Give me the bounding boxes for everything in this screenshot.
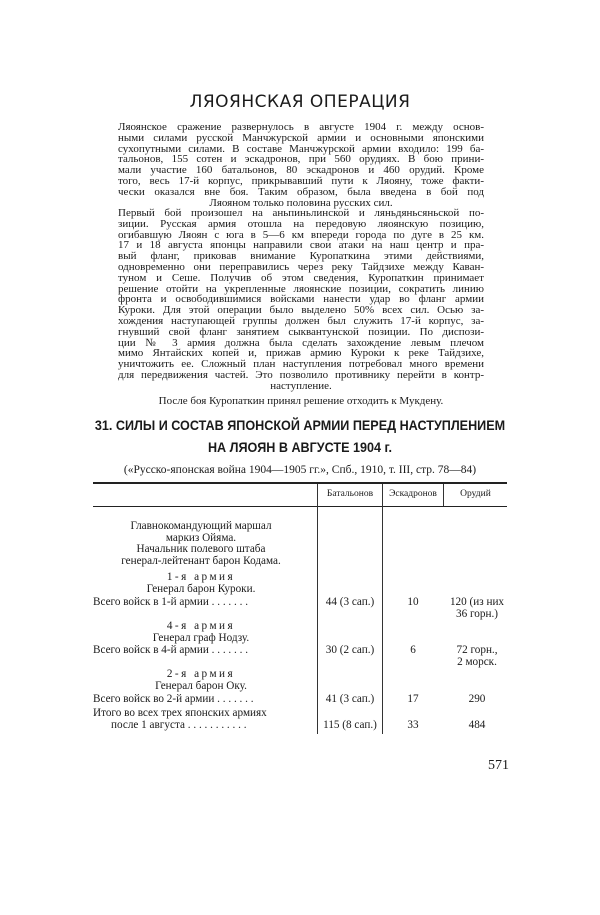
header-guns: Орудий [460,489,491,499]
paragraph-2 [118,208,484,392]
text-line: ными силами русской Манчжурской армии и основными японскими [118,131,484,144]
command-line: маркиз Ойяма. [165,531,237,544]
table-top-rule [93,482,507,484]
text-line: того, весь 17-й корпус, прикрывавший пути к Ляояну, тоже факти- [118,174,484,187]
text-line: одновременно они переправились через реку Тайдзихе между Каван- [118,260,484,273]
header-squadrons: Эскадронов [389,489,437,499]
army-squadrons: 10 [407,596,419,608]
text-line: Первый бой произошел на аньпиньлинской и ляньдяньсяньской по- [118,207,484,219]
text-line: Куроки. Для этой операции было выделено 50% всех сил. Осью за- [118,304,484,317]
total-guns: 484 [468,718,486,731]
text-line: мали участие 160 батальонов, 80 эскадронов и 460 орудий. Кроме [118,164,484,177]
text-line: решение отойти на укрепленные ляоянские позиции, сократить линию [118,282,484,295]
page-number: 571 [488,758,509,773]
text-line: туном и Сеше. Получив об этом сведения, Куропаткин принимает [118,271,484,284]
table-header-rule [93,506,507,507]
command-line: Главнокомандующий маршал [130,520,272,532]
label-text: Всего войск в 1-й армии [93,596,209,608]
army-total-label: Всего войск в 4-й армии . . . . . . . [93,644,248,656]
army-name: 4-я армия [166,620,236,632]
total-squadrons: 33 [407,718,419,731]
total-label-line: после 1 августа . . . . . . . . . . . [111,718,247,731]
text-line: зиции. Русская армия отошла на передовую ляоянскую позицию, [118,217,484,230]
guns-line: 2 морск. [457,655,497,668]
text-line: гнувший свой фланг занятием сыквантунской позиции. По диспози- [118,325,484,338]
label-text: Всего войск в 4-й армии [93,644,209,656]
army-squadrons: 17 [407,693,419,705]
army-name: 1-я армия [166,571,236,583]
army-general: Генерал барон Оку. [155,680,247,692]
text-line: Ляоянское сражение развернулось в августе 1904 г. между основ- [118,121,484,133]
paragraph-1 [118,122,484,208]
text-line: ции № 3 армия должна была сделать захождение левым плечом [118,336,484,349]
army-squadrons: 6 [410,644,416,656]
army-name: 2-я армия [166,668,236,680]
army-guns [444,645,510,668]
after-battle-text: После боя Куропаткин принял решение отходить к Мукдену. [158,395,444,407]
text-line: для передвижения частей. Это позволило противнику перейти в контр- [118,368,484,381]
army-battalions: 30 (2 сап.) [325,644,375,656]
chapter-title: ЛЯОЯНСКАЯ ОПЕРАЦИЯ [189,92,411,112]
text-line: вый фланг, приковав внимание Куропаткина этими действиями, [118,250,484,263]
army-battalions: 41 (3 сап.) [325,693,375,705]
section-heading [0,414,600,458]
text-line: уничтожить ее. Сложный план наступления потребовал много времени [118,358,484,371]
text-line: чески оказался вне боя. Таким образом, была введена в бой под [118,185,484,198]
text-line: тальонов, 155 сотен и эскадронов, при 560 орудиях. В бою прини- [118,153,484,166]
army-total-label: Всего войск в 1-й армии . . . . . . . [93,596,248,608]
text-line: наступление. [270,379,332,392]
total-label-line: Итого во всех трех японских армиях [93,707,267,719]
guns-line: 120 (из них [449,596,505,608]
label-text: после 1 августа [111,718,185,731]
label-text: Всего войск во 2-й армии [93,693,215,705]
text-line: 17 и 18 августа японцы направили свои атаки на наш центр и пра- [118,239,484,252]
text-line: огибавшую Ляоян с юга в 5—6 км впереди города по дуге в 25 км. [118,228,484,241]
army-general: Генерал граф Нодзу. [152,632,250,644]
army-battalions: 44 (3 сап.) [325,596,375,608]
text-line: фронта и освободившимися войсками нанести удар во фланг армии [118,293,484,306]
text-line: сухопутными силами. В составе Манчжурской армии входило: 199 ба- [118,142,484,155]
text-line: мимо Янтайских копей и, прижав армию Куроки к реке Тайдзихе, [118,347,484,360]
header-battalions: Батальонов [326,489,374,499]
total-label [93,708,315,731]
section-heading-line: 31. СИЛЫ И СОСТАВ ЯПОНСКОЙ АРМИИ ПЕРЕД НАСТУПЛЕНИЕМ [94,417,506,433]
source-citation: («Русско-японская война 1904—1905 гг.», Спб., 1910, т. III, стр. 78—84) [123,464,477,476]
army-total-label: Всего войск во 2-й армии . . . . . . . [93,693,254,705]
text-line: хождения наступающей группы должен был служить 17-й корпус, за- [118,314,484,327]
text-line: Ляояном только половина русских сил. [209,196,393,209]
command-line: генерал-лейтенант барон Кодама. [121,554,281,567]
army-guns: 290 [468,693,486,705]
army-general: Генерал барон Куроки. [146,583,256,595]
command-block [96,521,306,567]
command-line: Начальник полевого штаба [136,543,266,555]
guns-line: 36 горн.) [456,607,498,620]
section-heading-line: НА ЛЯОЯН В АВГУСТЕ 1904 г. [207,439,393,455]
total-battalions: 115 (8 сап.) [323,718,377,731]
guns-line: 72 горн., [456,644,498,656]
army-guns [444,597,510,620]
